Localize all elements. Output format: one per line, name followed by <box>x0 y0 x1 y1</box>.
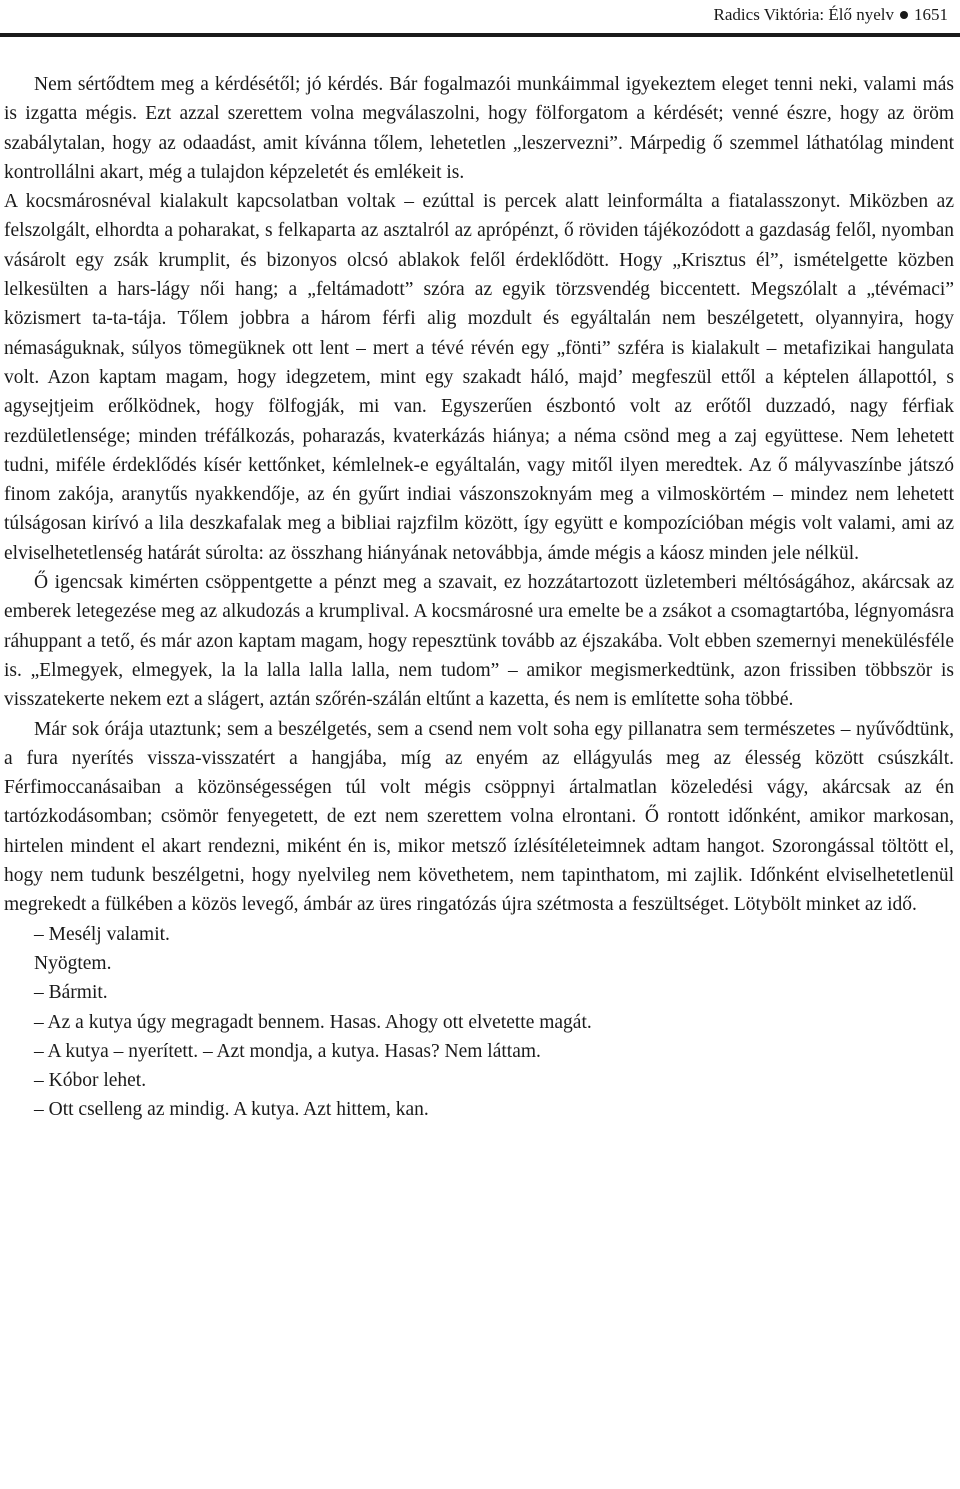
paragraph: Már sok órája utaztunk; sem a beszélgetés, sem a csend nem volt soha egy pillanatra sem természetes – nyűvődtünk, a fura nyerítés vissza-visszatért a hangjába, míg az enyém az ellágyulás meg az élesség között csúszkált. Férfimoccanásaiban a közönségességen túl volt mégis csöppnyi ártalmatlan közeledési vágy, akárcsak az én tartózkodásomban; csömör fenyegetett, de ezt nem szerettem volna elrontani. Ő rontott időnként, amikor markosan, hirtelen mindent el akart rendezni, miként én is, mikor metsző ízlésítéleteimnek adtam hangot. Szorongással töltött el, hogy nem tudunk beszélgetni, hogy nyelvileg nem követhetem, nem tapinthatom, mi zajlik. Időnként elviselhetetlenül megrekedt a fülkében a közös levegő, ámbár az üres ringatózás újra szétmosta a feszültséget. Lötybölt minket az idő. <box>4 718 954 916</box>
dialogue-line: – Mesélj valamit. <box>34 923 170 945</box>
bullet-icon <box>900 11 908 19</box>
paragraph: A kocsmárosnéval kialakult kapcsolatban voltak – ezúttal is percek alatt leinformálta a fiatalasszonyt. Miközben az felszolgált, elhordta a poharakat, s felkaparta az asztalról az aprópénzt, ő röviden tájékozódott a gazdaság felől, nyomban vásárolt egy zsák krumplit, és bizonyos olcsó ablakok felől érdeklődött. Hogy „Krisztus él”, ismételgette közben lelkesülten a hars-lágy női hang; a „feltámadott” szóra az egyik törzsvendég biccentett. Megszólalt a „tévémaci” közismert ta-ta-tája. Tőlem jobbra a három férfi alig mozdult és egyáltalán nem beszélgetett, olyannyira, hogy némaságuknak, súlyos tömegüknek ott lent – mert a tévé révén egy „fönti” szféra is kialakult – metafizikai hangulata volt. Azon kaptam magam, hogy idegzetem, mint egy szakadt háló, majd’ megfeszül ettől a képtelen állapottól, s agysejtjeim erőlködnek, hogy fölfogják, mi van. Egyszerűen észbontó volt az erőtől duzzadó, nagy férfiak rezdületlensége; minden tréfálkozás, poharazás, kvaterkázás hiánya; a néma csönd meg a zaj együttese. Nem lehetett tudni, miféle érdeklődés kísér kettőnket, kémlelnek-e egyáltalán, vagy mitől ilyen meredtek. Az ő mályvaszínbe játszó finom zakója, aranytűs nyakkendője, az én gyűrt indiai vászonszoknyám meg a vilmoskörtém – mindez nem lehetett túlságosan kirívó a lila deszkafalak meg a bibliai rajzfilm között, így együtt e kompozícióban mégis volt valami, ami az elviselhetetlenség határát súrolta: az összhang hiányának netovábbja, ámde mégis a káosz minden jele nélkül. <box>4 191 954 564</box>
dialogue-line: – A kutya – nyerített. – Azt mondja, a kutya. Hasas? Nem láttam. <box>34 1040 541 1062</box>
dialogue-line: – Bármit. <box>34 982 108 1004</box>
header-rule <box>0 33 960 37</box>
body-text <box>4 70 954 1125</box>
dialogue-line: – Kóbor lehet. <box>34 1070 147 1092</box>
paragraph: Ő igencsak kimérten csöppentgette a pénzt meg a szavait, ez hozzátartozott üzletemberi méltóságához, akárcsak az emberek letegezése meg az alkudozás a krumplival. A kocsmárosné ura emelte be a zsákot a csomagtartóba, légnyomásra ráhuppant a tető, és már azon kaptam magam, hogy repesztünk tovább az éjszakába. Volt ebben szemernyi menekülésféle is. „Elmegyek, elmegyek, la la lalla lalla lalla, nem tudom” – amikor megismerkedtünk, azon frissiben többször is visszatekerte nekem ezt a slágert, aztán szőrén-szálán eltűnt a kazetta, és nem is említette soha többé. <box>4 572 954 711</box>
running-header <box>714 4 948 26</box>
dialogue-line: Nyögtem. <box>34 952 112 974</box>
paragraph: Nem sértődtem meg a kérdésétől; jó kérdés. Bár fogalmazói munkáimmal igyekeztem eleget tenni neki, valami más is izgatta mégis. Ezt azzal szerettem volna megválaszolni, hogy fölforgatom a kérdését; venné észre, hogy az öröm szabálytalan, hogy az odaadást, amit kívánna tőlem, lehetetlen „leszervezni”. Márpedig ő szemmel láthatólag mindent kontrollálni akart, még a tulajdon képzeletét és emlékeit is. <box>4 74 954 183</box>
dialogue-line: – Ott cselleng az mindig. A kutya. Azt hittem, kan. <box>34 1099 429 1121</box>
page-number: 1651 <box>914 5 948 24</box>
dialogue-line: – Az a kutya úgy megragadt bennem. Hasas. Ahogy ott elvetette magát. <box>34 1011 592 1033</box>
running-header-title: Radics Viktória: Élő nyelv <box>713 5 894 24</box>
